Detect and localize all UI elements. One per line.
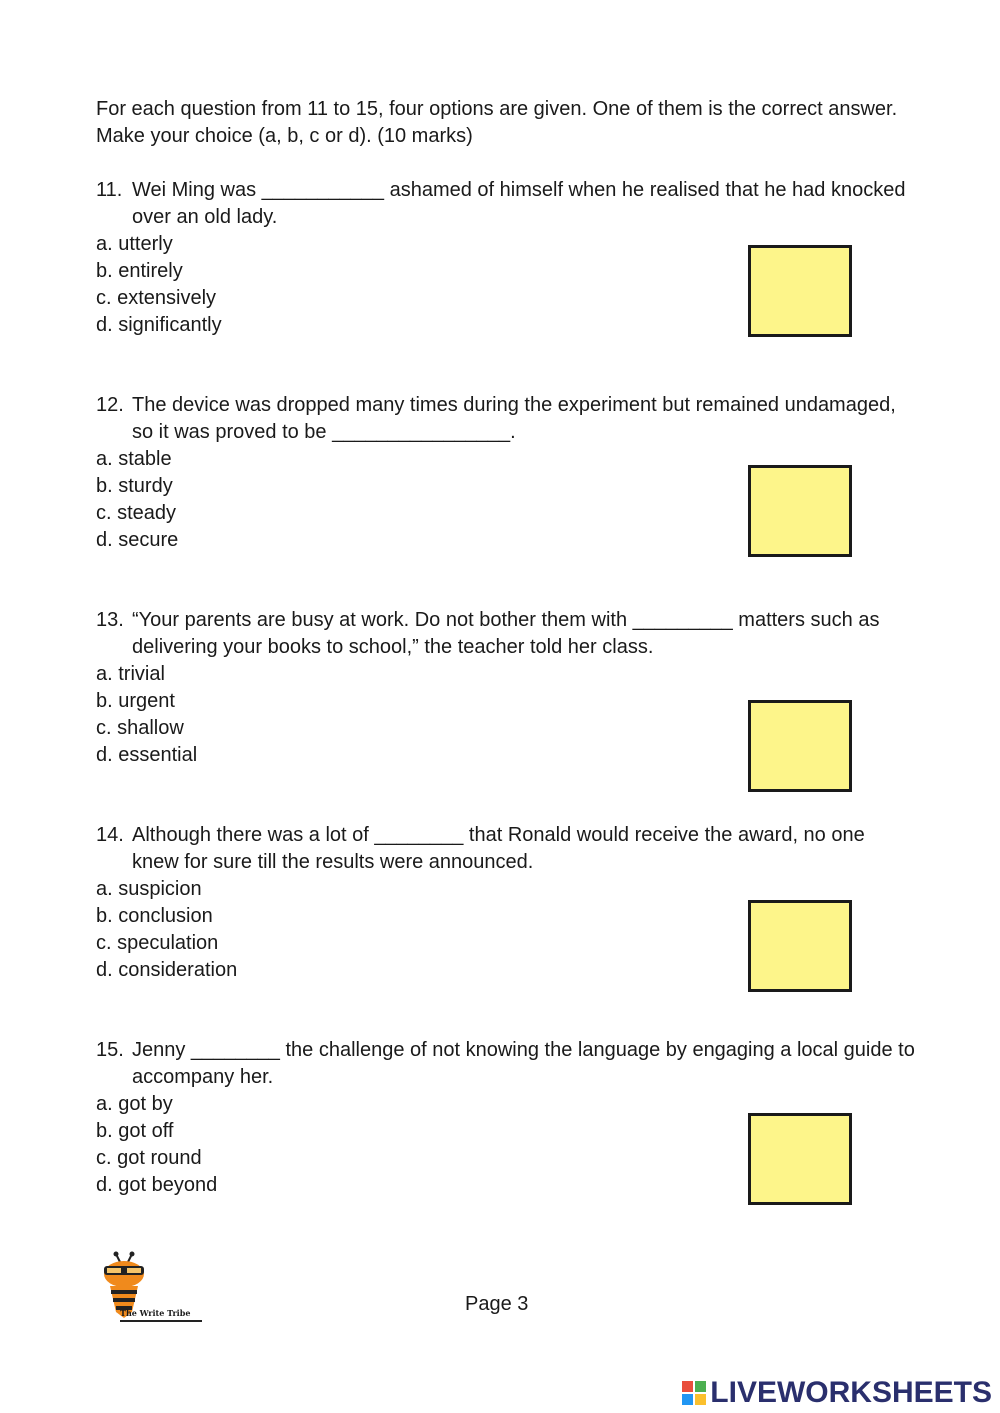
question-text: The device was dropped many times during the experiment but remained undamaged, so it was proved to be ________________.	[132, 394, 896, 443]
brand-text: LIVEWORKSHEETS	[710, 1376, 992, 1409]
option-b: b. urgent	[96, 690, 175, 712]
option-a: a. suspicion	[96, 878, 202, 900]
option-d: d. consideration	[96, 959, 238, 981]
option-b: b. sturdy	[96, 475, 173, 497]
option-a: a. stable	[96, 448, 172, 470]
option-c: c. shallow	[96, 717, 184, 739]
option-d: d. secure	[96, 529, 179, 551]
answer-box-14[interactable]	[748, 900, 852, 992]
page-number: Page 3	[465, 1293, 529, 1315]
option-b: b. entirely	[96, 260, 183, 282]
answer-box-12[interactable]	[748, 465, 852, 557]
question-text: Jenny ________ the challenge of not knowing the language by engaging a local guide to accompany her.	[132, 1039, 915, 1088]
option-c: c. extensively	[96, 287, 217, 309]
option-c: c. speculation	[96, 932, 219, 954]
logo-underline	[120, 1320, 202, 1322]
option-c: c. steady	[96, 502, 177, 524]
option-b: b. conclusion	[96, 905, 213, 927]
option-d: d. got beyond	[96, 1174, 218, 1196]
write-tribe-logo	[98, 1250, 208, 1326]
question-text: Wei Ming was ___________ ashamed of himself when he realised that he had knocked over an old lady.	[132, 179, 906, 228]
question-number: 15.	[96, 1039, 124, 1061]
question-text: Although there was a lot of ________ that Ronald would receive the award, no one knew for sure till the results were announced.	[132, 824, 865, 873]
option-b: b. got off	[96, 1120, 174, 1142]
liveworksheets-brand	[682, 1376, 992, 1410]
question-number: 13.	[96, 609, 124, 631]
liveworksheets-logo-icon	[682, 1381, 706, 1405]
question-number: 12.	[96, 394, 124, 416]
option-d: d. essential	[96, 744, 198, 766]
answer-box-11[interactable]	[748, 245, 852, 337]
option-d: d. significantly	[96, 314, 222, 336]
logo-text: The Write Tribe	[120, 1308, 191, 1318]
option-a: a. trivial	[96, 663, 165, 685]
question-number: 11.	[96, 179, 123, 201]
question-number: 14.	[96, 824, 124, 846]
answer-box-15[interactable]	[748, 1113, 852, 1205]
instructions: For each question from 11 to 15, four options are given. One of them is the correct answer. Make your choice (a, b, c or d). (10 marks)	[96, 98, 898, 147]
option-c: c. got round	[96, 1147, 202, 1169]
option-a: a. got by	[96, 1093, 173, 1115]
question-text: “Your parents are busy at work. Do not bother them with _________ matters such as delivering your books to school,” the teacher told her class.	[132, 609, 880, 658]
option-a: a. utterly	[96, 233, 173, 255]
answer-box-13[interactable]	[748, 700, 852, 792]
